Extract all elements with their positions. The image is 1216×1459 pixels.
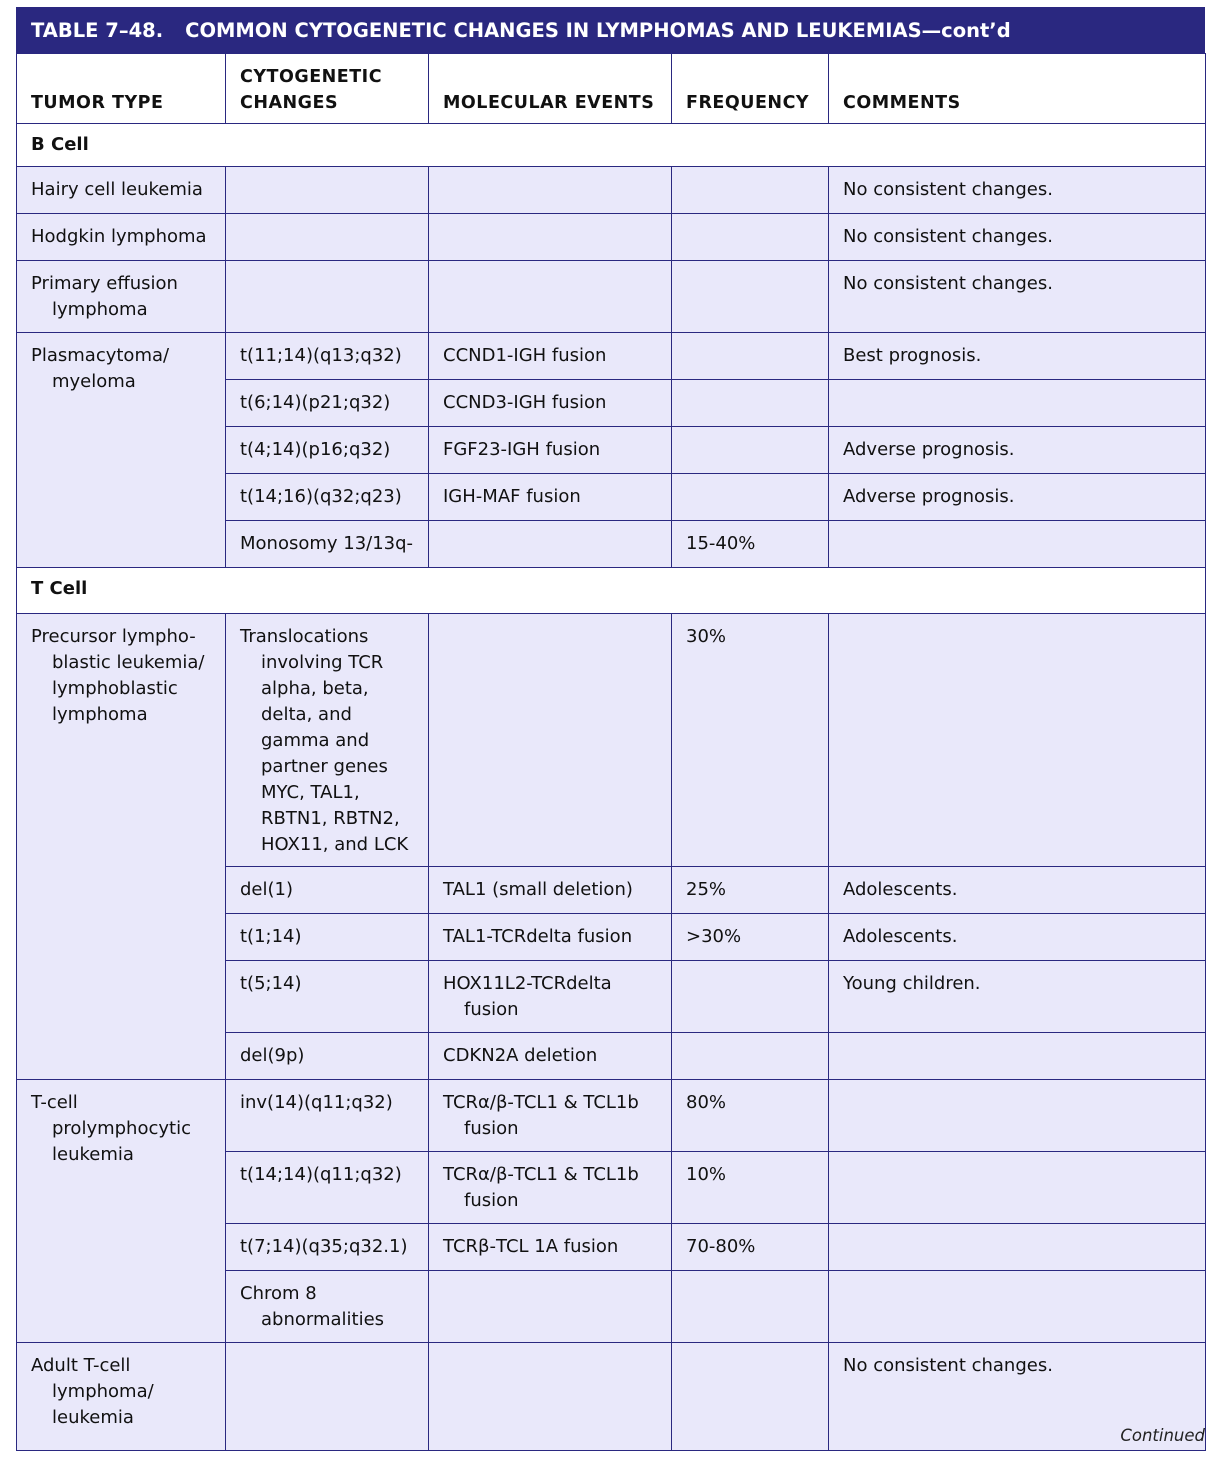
table-row <box>17 167 1206 214</box>
molecular-cell: TAL1-TCRdelta fusion <box>429 914 672 961</box>
molecular-cell: TCRβ-TCL 1A fusion <box>429 1224 672 1271</box>
header-cytogenetic-changes: CYTOGENETIC CHANGES <box>226 54 429 124</box>
tumor-type-cell: Adult T-cell lymphoma/ leukemia <box>17 1343 226 1451</box>
cytogenetic-cell <box>226 167 429 214</box>
table-row <box>17 214 1206 261</box>
molecular-cell: CCND1-IGH fusion <box>429 333 672 380</box>
molecular-cell: CDKN2A deletion <box>429 1033 672 1080</box>
molecular-cell: CCND3-IGH fusion <box>429 380 672 427</box>
frequency-cell <box>672 214 829 261</box>
tumor-type-cell: Precursor lympho-blastic leukemia/ lymphoblastic lymphoma <box>17 614 226 1080</box>
comment-cell <box>829 521 1206 568</box>
comment-cell <box>829 1080 1206 1152</box>
tumor-type-cell: Plasmacytoma/ myeloma <box>17 333 226 568</box>
frequency-cell <box>672 961 829 1033</box>
section-label: B Cell <box>17 124 1206 167</box>
comment-cell: Adolescents. <box>829 867 1206 914</box>
frequency-cell <box>672 380 829 427</box>
cytogenetic-cell: Monosomy 13/13q- <box>226 521 429 568</box>
cytogenetic-cell <box>226 214 429 261</box>
cytogenetic-cell: t(4;14)(p16;q32) <box>226 427 429 474</box>
frequency-cell <box>672 261 829 333</box>
comment-cell <box>829 1224 1206 1271</box>
comment-cell: No consistent changes. <box>829 214 1206 261</box>
cytogenetic-cell <box>226 1343 429 1451</box>
section-row-t-cell <box>17 568 1206 614</box>
header-frequency: FREQUENCY <box>672 54 829 124</box>
molecular-cell: TAL1 (small deletion) <box>429 867 672 914</box>
frequency-cell: 30% <box>672 614 829 867</box>
cytogenetic-cell: Chrom 8 abnormalities <box>226 1271 429 1343</box>
frequency-cell <box>672 474 829 521</box>
cytogenetic-cell: Translocations involving TCR alpha, beta, delta, and gamma and partner genes MYC, TAL1, RBTN1, RBTN2, HOX11, and LCK <box>226 614 429 867</box>
cytogenetic-cell: inv(14)(q11;q32) <box>226 1080 429 1152</box>
cytogenetic-cell: t(6;14)(p21;q32) <box>226 380 429 427</box>
comment-cell <box>829 1152 1206 1224</box>
tumor-type-cell: Hodgkin lymphoma <box>17 214 226 261</box>
cytogenetic-cell: del(9p) <box>226 1033 429 1080</box>
cytogenetic-cell: t(7;14)(q35;q32.1) <box>226 1224 429 1271</box>
frequency-cell: 80% <box>672 1080 829 1152</box>
molecular-cell <box>429 521 672 568</box>
table-row <box>17 333 1206 380</box>
comment-cell: Adverse prognosis. <box>829 474 1206 521</box>
table-title-bar <box>16 7 1205 53</box>
molecular-cell: IGH-MAF fusion <box>429 474 672 521</box>
table-row <box>17 614 1206 867</box>
frequency-cell: 25% <box>672 867 829 914</box>
comment-cell: Best prognosis. <box>829 333 1206 380</box>
frequency-cell <box>672 333 829 380</box>
cytogenetic-cell: t(11;14)(q13;q32) <box>226 333 429 380</box>
cytogenetic-cell: t(1;14) <box>226 914 429 961</box>
frequency-cell <box>672 1033 829 1080</box>
comment-cell <box>829 614 1206 867</box>
comment-cell: Adolescents. <box>829 914 1206 961</box>
comment-cell <box>829 1271 1206 1343</box>
comment-cell <box>829 380 1206 427</box>
molecular-cell <box>429 261 672 333</box>
molecular-cell: TCRα/β-TCL1 & TCL1b fusion <box>429 1080 672 1152</box>
frequency-cell <box>672 427 829 474</box>
cytogenetic-cell: del(1) <box>226 867 429 914</box>
molecular-cell: FGF23-IGH fusion <box>429 427 672 474</box>
section-row-b-cell <box>17 124 1206 167</box>
comment-cell: No consistent changes. <box>829 1343 1206 1451</box>
header-comments: COMMENTS <box>829 54 1206 124</box>
header-molecular-events: MOLECULAR EVENTS <box>429 54 672 124</box>
molecular-cell <box>429 1271 672 1343</box>
cytogenetic-cell: t(14;14)(q11;q32) <box>226 1152 429 1224</box>
tumor-type-cell: Hairy cell leukemia <box>17 167 226 214</box>
table-row <box>17 1080 1206 1152</box>
continued-note: Continued <box>1120 1426 1205 1445</box>
frequency-cell <box>672 167 829 214</box>
header-tumor-type: TUMOR TYPE <box>17 54 226 124</box>
comment-cell: Young children. <box>829 961 1206 1033</box>
tumor-type-cell: Primary effusion lymphoma <box>17 261 226 333</box>
molecular-cell: TCRα/β-TCL1 & TCL1b fusion <box>429 1152 672 1224</box>
table-row <box>17 261 1206 333</box>
cytogenetics-table <box>16 53 1206 1451</box>
molecular-cell <box>429 214 672 261</box>
table-row <box>17 1343 1206 1451</box>
comment-cell <box>829 1033 1206 1080</box>
comment-cell: Adverse prognosis. <box>829 427 1206 474</box>
comment-cell: No consistent changes. <box>829 261 1206 333</box>
molecular-cell: HOX11L2-TCRdelta fusion <box>429 961 672 1033</box>
frequency-cell: 15-40% <box>672 521 829 568</box>
molecular-cell <box>429 167 672 214</box>
frequency-cell <box>672 1343 829 1451</box>
header-row <box>17 54 1206 124</box>
cytogenetic-cell <box>226 261 429 333</box>
table-container <box>16 7 1205 1451</box>
molecular-cell <box>429 1343 672 1451</box>
frequency-cell: 10% <box>672 1152 829 1224</box>
tumor-type-cell: T-cell prolymphocytic leukemia <box>17 1080 226 1343</box>
comment-cell: No consistent changes. <box>829 167 1206 214</box>
cytogenetic-cell: t(14;16)(q32;q23) <box>226 474 429 521</box>
frequency-cell: >30% <box>672 914 829 961</box>
frequency-cell: 70-80% <box>672 1224 829 1271</box>
table-title: COMMON CYTOGENETIC CHANGES IN LYMPHOMAS AND LEUKEMIAS—cont’d <box>185 19 1011 42</box>
cytogenetic-cell: t(5;14) <box>226 961 429 1033</box>
section-label: T Cell <box>17 568 1206 614</box>
frequency-cell <box>672 1271 829 1343</box>
molecular-cell <box>429 614 672 867</box>
table-number: TABLE 7–48. <box>31 19 164 42</box>
